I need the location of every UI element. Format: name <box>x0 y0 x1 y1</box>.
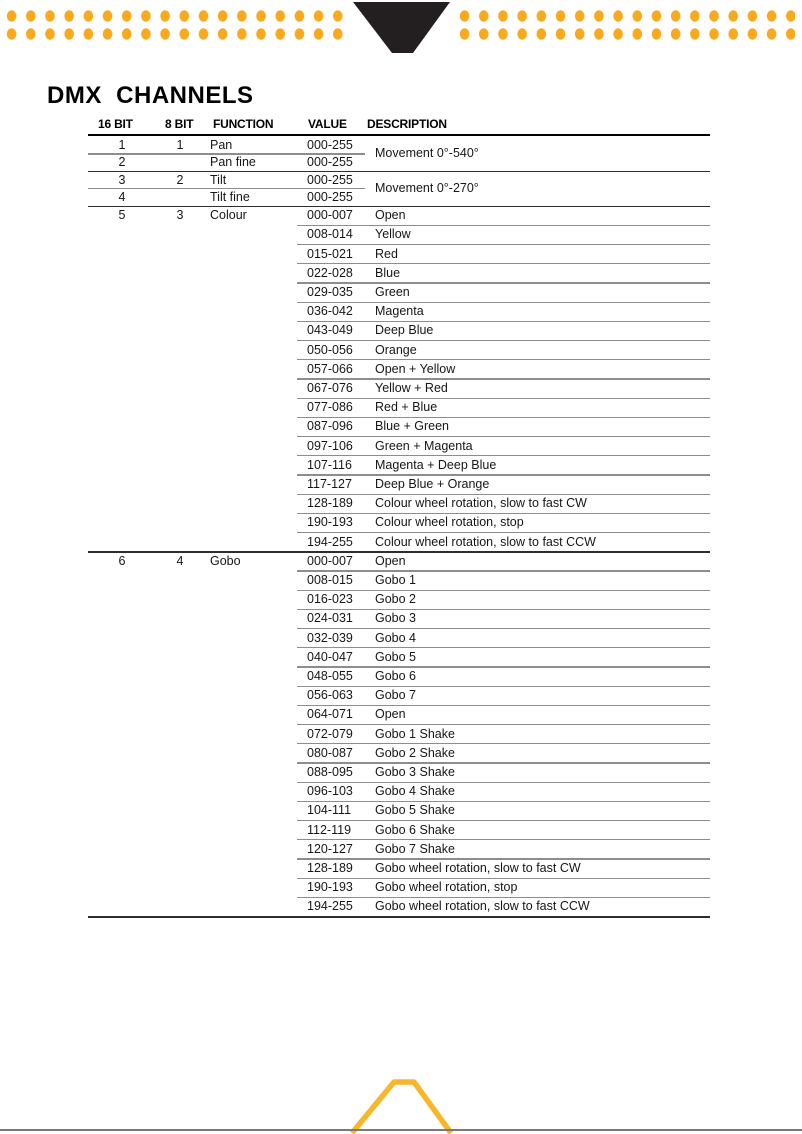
cell-function: Pan <box>210 137 233 152</box>
row-divider <box>297 340 710 341</box>
cell-8bit: 3 <box>176 207 184 222</box>
cell-value: 000-255 <box>307 137 353 152</box>
page-bottom-arrow-icon <box>0 1075 802 1134</box>
row-divider <box>297 494 710 495</box>
cell-description: Gobo 7 <box>375 687 417 702</box>
cell-16bit: 4 <box>118 189 126 204</box>
row-divider <box>297 378 710 379</box>
cell-description: Red + Blue <box>375 399 438 414</box>
column-header-description: DESCRIPTION <box>367 117 447 131</box>
cell-description: Gobo 6 <box>375 668 417 683</box>
cell-value: 029-035 <box>307 284 353 299</box>
column-header-value: VALUE <box>308 117 347 131</box>
cell-value: 040-047 <box>307 649 353 664</box>
cell-description: Colour wheel rotation, stop <box>375 515 524 530</box>
row-divider <box>297 225 710 226</box>
cell-value: 000-007 <box>307 553 353 568</box>
row-divider <box>297 282 710 283</box>
row-divider <box>297 858 710 859</box>
table-body <box>88 136 710 926</box>
cell-value: 117-127 <box>307 476 352 491</box>
cell-function: Pan fine <box>210 154 256 169</box>
column-header-8bit: 8 BIT <box>165 117 194 131</box>
cell-value: 120-127 <box>307 841 353 856</box>
cell-16bit: 3 <box>118 172 126 187</box>
page-top-pentagon-icon <box>0 0 802 60</box>
cell-description: Gobo 3 <box>375 611 417 626</box>
cell-value: 128-189 <box>307 495 353 510</box>
cell-value: 067-076 <box>307 380 353 395</box>
cell-description: Deep Blue <box>375 323 434 338</box>
row-divider <box>297 647 710 648</box>
row-divider <box>297 570 710 571</box>
cell-description: Gobo 5 Shake <box>375 803 455 818</box>
cell-value: 096-103 <box>307 783 353 798</box>
group-divider <box>88 206 710 208</box>
row-divider <box>297 724 710 725</box>
page-title: DMX CHANNELS <box>47 82 254 109</box>
row-divider <box>297 590 710 591</box>
cell-description: Open <box>375 207 406 222</box>
cell-value: 000-255 <box>307 154 353 169</box>
cell-value: 043-049 <box>307 323 353 338</box>
cell-description: Gobo 1 <box>375 572 417 587</box>
cell-value: 088-095 <box>307 764 353 779</box>
cell-description: Yellow <box>375 227 411 242</box>
cell-value: 000-255 <box>307 172 353 187</box>
cell-value: 008-015 <box>307 572 353 587</box>
row-divider <box>297 474 710 475</box>
row-divider <box>297 513 710 514</box>
cell-description: Green + Magenta <box>375 438 473 453</box>
row-divider <box>297 743 710 744</box>
cell-value: 000-007 <box>307 207 353 222</box>
cell-value: 107-116 <box>307 457 352 472</box>
cell-value: 080-087 <box>307 745 353 760</box>
cell-description: Gobo 6 Shake <box>375 822 455 837</box>
cell-description: Gobo 4 <box>375 630 417 645</box>
row-divider <box>297 263 710 264</box>
cell-description: Magenta <box>375 303 424 318</box>
cell-value: 087-096 <box>307 419 353 434</box>
row-divider <box>297 897 710 898</box>
row-divider <box>297 666 710 667</box>
cell-description: Blue <box>375 265 401 280</box>
row-divider <box>297 359 710 360</box>
row-divider <box>297 321 710 322</box>
cell-description: Gobo 4 Shake <box>375 783 455 798</box>
row-divider <box>297 398 710 399</box>
cell-16bit: 5 <box>118 207 126 222</box>
cell-value: 032-039 <box>307 630 353 645</box>
cell-16bit: 2 <box>118 154 126 169</box>
cell-value: 112-119 <box>307 822 352 837</box>
cell-value: 190-193 <box>307 879 353 894</box>
column-header-function: FUNCTION <box>213 117 274 131</box>
cell-value: 097-106 <box>307 438 353 453</box>
row-divider <box>297 455 710 456</box>
cell-description: Yellow + Red <box>375 380 448 395</box>
cell-value: 064-071 <box>307 707 353 722</box>
cell-value: 128-189 <box>307 860 353 875</box>
cell-description: Gobo 3 Shake <box>375 764 455 779</box>
cell-description: Magenta + Deep Blue <box>375 457 497 472</box>
cell-8bit: 4 <box>176 553 184 568</box>
group-divider <box>88 551 710 553</box>
cell-value: 036-042 <box>307 303 353 318</box>
cell-value: 048-055 <box>307 668 353 683</box>
cell-description: Open <box>375 707 406 722</box>
cell-value: 016-023 <box>307 591 353 606</box>
cell-description: Gobo 5 <box>375 649 417 664</box>
cell-value: 022-028 <box>307 265 353 280</box>
cell-value: 104-111 <box>307 803 352 818</box>
cell-16bit: 6 <box>118 553 126 568</box>
column-header-16bit: 16 BIT <box>98 117 133 131</box>
row-divider <box>297 705 710 706</box>
cell-function: Tilt <box>210 172 227 187</box>
cell-8bit: 2 <box>176 172 184 187</box>
cell-description: Colour wheel rotation, slow to fast CCW <box>375 534 596 549</box>
cell-description: Gobo wheel rotation, stop <box>375 879 518 894</box>
row-divider <box>297 801 710 802</box>
cell-value: 015-021 <box>307 246 353 261</box>
cell-8bit: 1 <box>176 137 184 152</box>
cell-description: Movement 0°-540° <box>375 146 479 161</box>
row-divider <box>297 820 710 821</box>
row-divider <box>297 417 710 418</box>
cell-value: 050-056 <box>307 342 353 357</box>
cell-description: Gobo wheel rotation, slow to fast CW <box>375 860 581 875</box>
row-divider <box>297 762 710 763</box>
cell-function: Tilt fine <box>210 189 250 204</box>
row-divider <box>297 302 710 303</box>
cell-description: Movement 0°-270° <box>375 180 479 195</box>
cell-value: 194-255 <box>307 534 353 549</box>
row-divider <box>297 878 710 879</box>
cell-description: Gobo 2 Shake <box>375 745 455 760</box>
cell-value: 056-063 <box>307 687 353 702</box>
cell-value: 194-255 <box>307 899 353 914</box>
cell-function: Gobo <box>210 553 241 568</box>
row-divider <box>297 839 710 840</box>
cell-function: Colour <box>210 207 247 222</box>
cell-value: 008-014 <box>307 227 353 242</box>
row-divider <box>297 686 710 687</box>
cell-description: Deep Blue + Orange <box>375 476 490 491</box>
cell-description: Gobo 2 <box>375 591 417 606</box>
row-divider <box>297 532 710 533</box>
cell-value: 024-031 <box>307 611 353 626</box>
page-bottom-rule <box>0 1129 802 1131</box>
cell-value: 190-193 <box>307 515 353 530</box>
row-divider <box>297 782 710 783</box>
row-divider <box>297 244 710 245</box>
cell-description: Gobo 1 Shake <box>375 726 455 741</box>
cell-value: 057-066 <box>307 361 353 376</box>
cell-16bit: 1 <box>118 137 126 152</box>
cell-value: 077-086 <box>307 399 353 414</box>
cell-description: Open <box>375 553 406 568</box>
group-divider <box>88 916 710 918</box>
cell-value: 072-079 <box>307 726 353 741</box>
row-divider <box>297 609 710 610</box>
cell-description: Gobo 7 Shake <box>375 841 455 856</box>
cell-description: Orange <box>375 342 417 357</box>
row-divider <box>297 436 710 437</box>
cell-description: Green <box>375 284 410 299</box>
row-divider <box>297 628 710 629</box>
cell-description: Open + Yellow <box>375 361 456 376</box>
cell-description: Colour wheel rotation, slow to fast CW <box>375 495 587 510</box>
cell-description: Blue + Green <box>375 419 450 434</box>
cell-description: Red <box>375 246 398 261</box>
cell-value: 000-255 <box>307 189 353 204</box>
cell-description: Gobo wheel rotation, slow to fast CCW <box>375 899 590 914</box>
